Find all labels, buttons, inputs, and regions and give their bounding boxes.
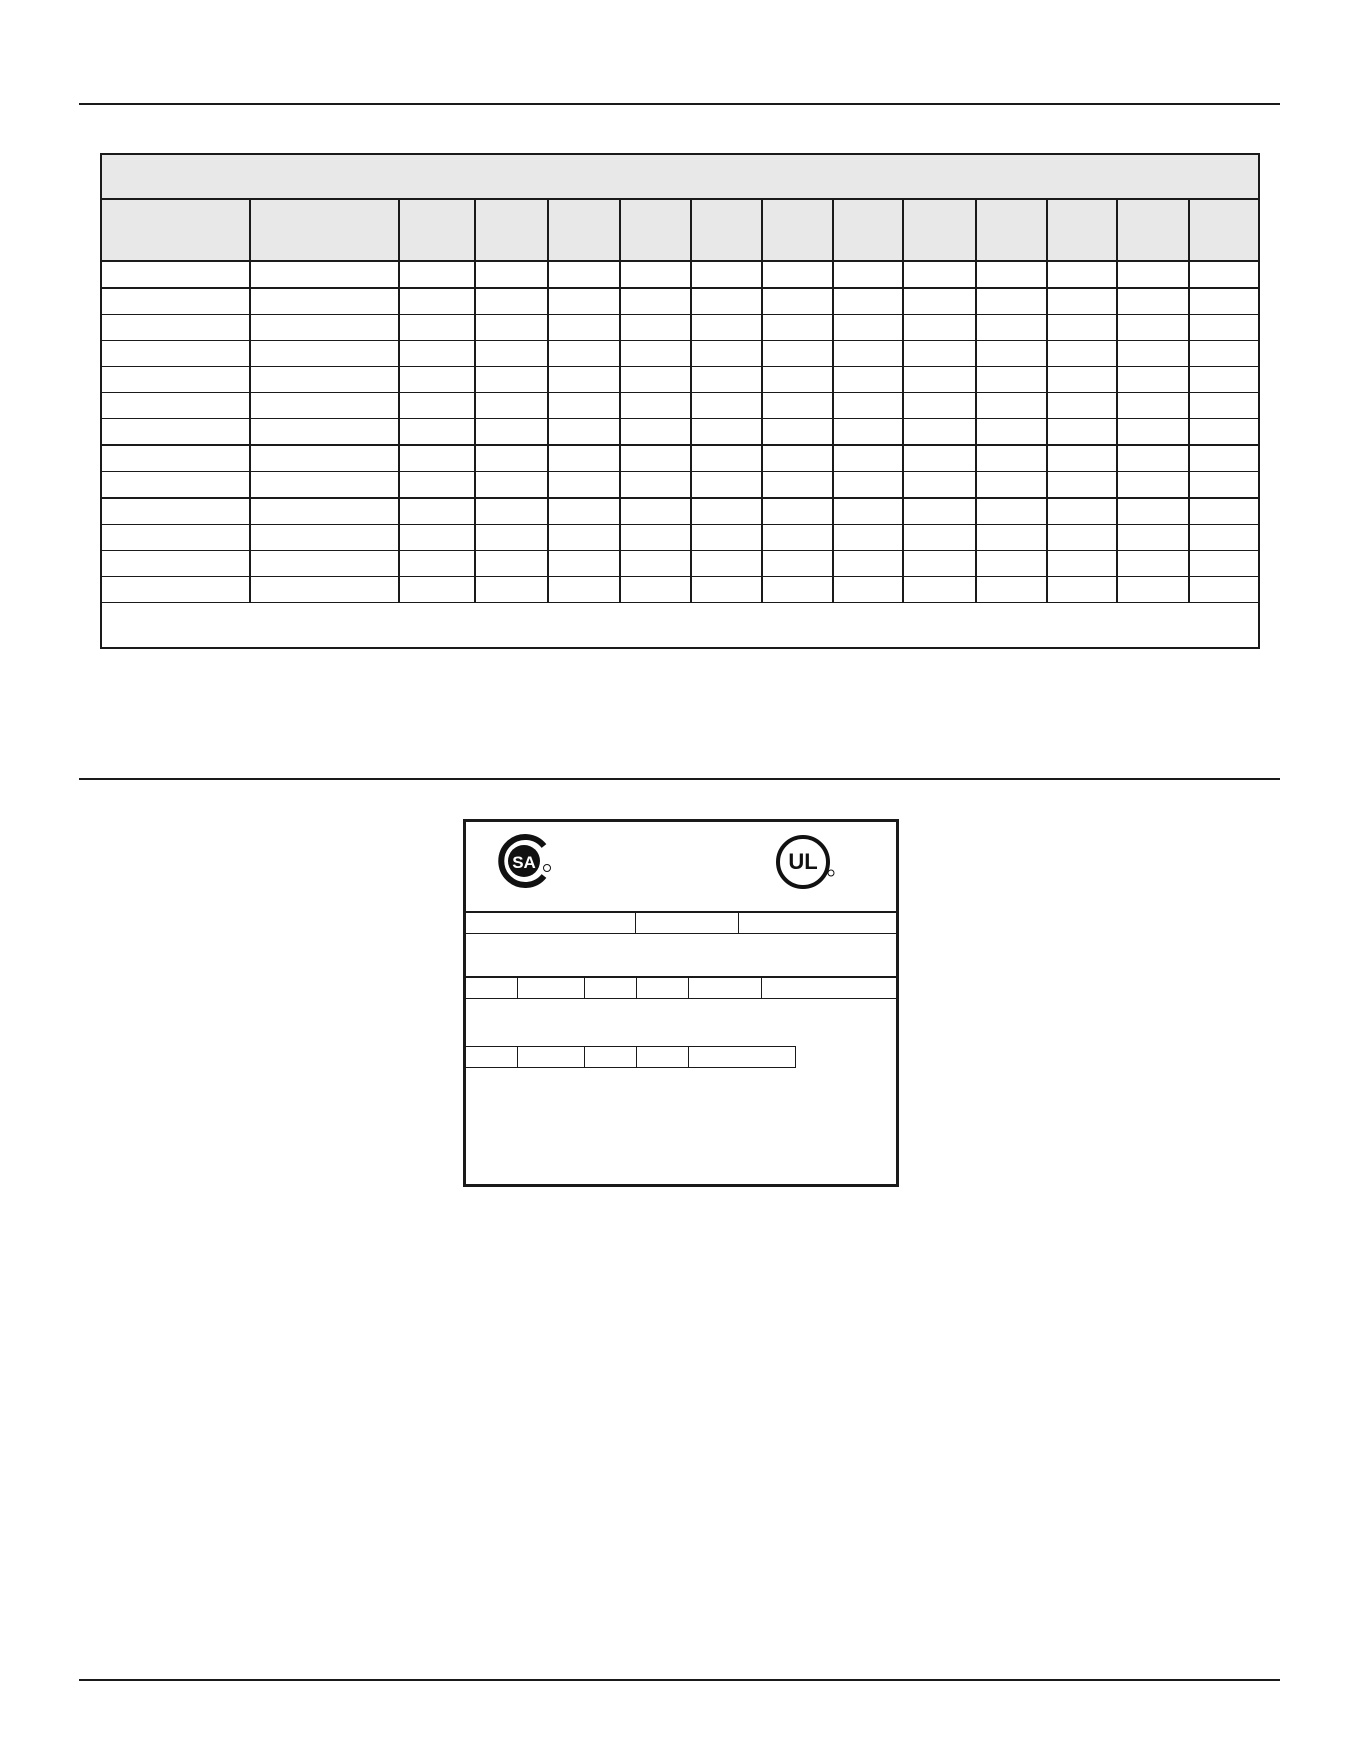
table-cell: [102, 551, 251, 576]
header-cell: [763, 200, 834, 260]
table-cell: [549, 367, 621, 392]
table-cell: [1118, 472, 1190, 497]
table-cell: [834, 577, 904, 602]
table-cell: [1118, 341, 1190, 366]
table-cell: [834, 289, 904, 314]
table-cell: [1118, 262, 1190, 287]
table-cell: [251, 341, 400, 366]
header-cell: [549, 200, 621, 260]
plate-field-band: [466, 976, 896, 999]
table-cell: [834, 525, 904, 550]
table-cell: [692, 289, 763, 314]
spec-table-header-row: [102, 200, 1258, 262]
table-cell: [1118, 525, 1190, 550]
table-row: [102, 341, 1258, 367]
table-cell: [102, 262, 251, 287]
table-cell: [904, 262, 977, 287]
table-cell: [102, 393, 251, 418]
table-cell: [977, 367, 1048, 392]
table-cell: [1190, 315, 1258, 340]
table-cell: [692, 577, 763, 602]
table-cell: [763, 472, 834, 497]
plate-field: [466, 913, 636, 933]
top-rule: [79, 103, 1280, 105]
table-cell: [1048, 446, 1118, 471]
table-cell: [549, 315, 621, 340]
table-cell: [400, 525, 476, 550]
table-cell: [1190, 419, 1258, 444]
table-cell: [977, 315, 1048, 340]
table-cell: [102, 315, 251, 340]
plate-field: [466, 978, 518, 998]
table-cell: [834, 446, 904, 471]
table-cell: [476, 315, 549, 340]
table-cell: [102, 577, 251, 602]
table-cell: [400, 393, 476, 418]
table-cell: [621, 577, 692, 602]
table-cell: [251, 525, 400, 550]
table-cell: [549, 419, 621, 444]
table-cell: [400, 341, 476, 366]
table-cell: [763, 341, 834, 366]
table-cell: [977, 446, 1048, 471]
table-cell: [904, 577, 977, 602]
table-cell: [763, 289, 834, 314]
table-row: [102, 262, 1258, 289]
plate-field: [518, 978, 585, 998]
table-cell: [549, 341, 621, 366]
table-cell: [692, 499, 763, 524]
header-cell: [102, 200, 251, 260]
table-cell: [977, 289, 1048, 314]
table-cell: [1048, 367, 1118, 392]
bottom-rule: [79, 1679, 1280, 1681]
plate-field: [585, 978, 637, 998]
table-cell: [549, 289, 621, 314]
header-cell: [977, 200, 1048, 260]
table-cell: [1118, 315, 1190, 340]
table-cell: [834, 419, 904, 444]
table-cell: [904, 315, 977, 340]
table-cell: [763, 419, 834, 444]
table-cell: [1190, 262, 1258, 287]
spec-table-body: [102, 262, 1258, 602]
table-cell: [977, 499, 1048, 524]
table-cell: [834, 393, 904, 418]
plate-field-band: [466, 911, 896, 934]
table-cell: [476, 393, 549, 418]
table-row: [102, 472, 1258, 499]
table-cell: [400, 315, 476, 340]
table-cell: [763, 446, 834, 471]
table-cell: [834, 262, 904, 287]
table-cell: [904, 446, 977, 471]
table-cell: [904, 525, 977, 550]
table-row: [102, 289, 1258, 315]
table-cell: [904, 289, 977, 314]
table-cell: [692, 341, 763, 366]
table-cell: [1048, 419, 1118, 444]
header-cell: [834, 200, 904, 260]
table-cell: [251, 446, 400, 471]
table-cell: [692, 393, 763, 418]
table-cell: [621, 289, 692, 314]
table-cell: [251, 289, 400, 314]
table-cell: [476, 472, 549, 497]
plate-field: [637, 1047, 689, 1067]
header-cell: [476, 200, 549, 260]
table-cell: [400, 262, 476, 287]
table-cell: [977, 525, 1048, 550]
table-cell: [102, 499, 251, 524]
table-cell: [1048, 525, 1118, 550]
table-cell: [476, 446, 549, 471]
table-cell: [977, 419, 1048, 444]
table-cell: [549, 472, 621, 497]
header-cell: [1118, 200, 1190, 260]
table-cell: [251, 315, 400, 340]
section-rule: [79, 778, 1280, 780]
table-cell: [692, 315, 763, 340]
table-cell: [102, 341, 251, 366]
table-cell: [692, 551, 763, 576]
table-cell: [977, 472, 1048, 497]
table-cell: [476, 419, 549, 444]
table-cell: [763, 499, 834, 524]
table-cell: [549, 393, 621, 418]
plate-field: [739, 913, 896, 933]
plate-field: [466, 1047, 518, 1067]
table-cell: [251, 419, 400, 444]
table-cell: [102, 289, 251, 314]
table-cell: [621, 341, 692, 366]
table-cell: [549, 577, 621, 602]
table-row: [102, 577, 1258, 602]
table-cell: [621, 472, 692, 497]
table-cell: [1190, 289, 1258, 314]
table-cell: [834, 341, 904, 366]
table-cell: [977, 341, 1048, 366]
table-cell: [1048, 472, 1118, 497]
table-cell: [977, 551, 1048, 576]
table-cell: [1190, 341, 1258, 366]
table-cell: [692, 367, 763, 392]
table-cell: [1048, 551, 1118, 576]
spec-table-title-band: [102, 155, 1258, 200]
header-cell: [692, 200, 763, 260]
table-cell: [692, 262, 763, 287]
table-cell: [476, 499, 549, 524]
plate-field: [689, 1047, 795, 1067]
header-cell: [251, 200, 400, 260]
table-row: [102, 551, 1258, 577]
table-cell: [102, 472, 251, 497]
plate-field: [637, 978, 689, 998]
table-cell: [1048, 393, 1118, 418]
csa-logo-text: SA: [512, 853, 536, 872]
table-cell: [904, 551, 977, 576]
table-cell: [251, 577, 400, 602]
table-cell: [1118, 419, 1190, 444]
plate-field: [636, 913, 739, 933]
table-cell: [476, 551, 549, 576]
table-cell: [692, 419, 763, 444]
table-cell: [549, 446, 621, 471]
table-cell: [904, 499, 977, 524]
table-cell: [400, 446, 476, 471]
table-cell: [1118, 499, 1190, 524]
table-cell: [1190, 499, 1258, 524]
table-cell: [1190, 525, 1258, 550]
table-cell: [102, 525, 251, 550]
header-cell: [400, 200, 476, 260]
spec-table: [100, 153, 1260, 649]
table-cell: [763, 551, 834, 576]
table-cell: [1118, 289, 1190, 314]
table-row: [102, 419, 1258, 446]
table-cell: [1190, 367, 1258, 392]
table-cell: [549, 499, 621, 524]
table-cell: [763, 367, 834, 392]
header-cell: [621, 200, 692, 260]
table-cell: [476, 262, 549, 287]
table-cell: [763, 525, 834, 550]
table-row: [102, 499, 1258, 525]
plate-field: [762, 978, 896, 998]
table-cell: [621, 393, 692, 418]
table-cell: [621, 367, 692, 392]
table-cell: [1048, 577, 1118, 602]
table-cell: [1048, 289, 1118, 314]
table-cell: [834, 472, 904, 497]
table-cell: [102, 419, 251, 444]
table-cell: [1048, 262, 1118, 287]
table-cell: [763, 262, 834, 287]
table-cell: [1048, 341, 1118, 366]
table-cell: [621, 446, 692, 471]
table-cell: [549, 262, 621, 287]
table-cell: [1048, 315, 1118, 340]
rating-plate: [463, 819, 899, 1187]
table-cell: [400, 499, 476, 524]
table-cell: [400, 419, 476, 444]
csa-logo: [494, 832, 552, 890]
table-cell: [400, 551, 476, 576]
header-cell: [1048, 200, 1118, 260]
table-row: [102, 393, 1258, 419]
table-cell: [251, 262, 400, 287]
table-cell: [977, 577, 1048, 602]
table-cell: [476, 525, 549, 550]
table-cell: [102, 367, 251, 392]
table-cell: [904, 393, 977, 418]
table-cell: [1118, 367, 1190, 392]
table-cell: [904, 367, 977, 392]
table-cell: [621, 419, 692, 444]
table-cell: [476, 289, 549, 314]
table-row: [102, 446, 1258, 472]
table-cell: [1118, 393, 1190, 418]
table-cell: [904, 341, 977, 366]
table-cell: [102, 446, 251, 471]
table-row: [102, 315, 1258, 341]
table-cell: [251, 393, 400, 418]
table-cell: [549, 551, 621, 576]
table-cell: [251, 551, 400, 576]
table-cell: [1190, 577, 1258, 602]
table-cell: [692, 472, 763, 497]
header-cell: [1190, 200, 1258, 260]
table-cell: [400, 289, 476, 314]
table-cell: [834, 499, 904, 524]
plate-field: [518, 1047, 585, 1067]
table-cell: [251, 499, 400, 524]
table-cell: [1048, 499, 1118, 524]
table-cell: [904, 419, 977, 444]
table-cell: [549, 525, 621, 550]
table-cell: [1190, 472, 1258, 497]
table-cell: [763, 393, 834, 418]
table-cell: [621, 499, 692, 524]
table-cell: [1190, 551, 1258, 576]
table-cell: [400, 472, 476, 497]
table-cell: [834, 367, 904, 392]
table-cell: [1118, 577, 1190, 602]
table-cell: [977, 393, 1048, 418]
header-cell: [904, 200, 977, 260]
plate-field-band: [466, 1046, 796, 1068]
spec-table-footnote-band: [102, 602, 1258, 647]
table-cell: [400, 367, 476, 392]
table-cell: [621, 315, 692, 340]
table-cell: [1190, 393, 1258, 418]
table-cell: [692, 446, 763, 471]
table-cell: [476, 577, 549, 602]
table-cell: [834, 551, 904, 576]
table-cell: [977, 262, 1048, 287]
table-cell: [251, 367, 400, 392]
ul-logo-text: UL: [788, 849, 818, 874]
table-cell: [476, 367, 549, 392]
table-cell: [621, 551, 692, 576]
table-cell: [1118, 446, 1190, 471]
table-cell: [621, 525, 692, 550]
table-cell: [692, 525, 763, 550]
table-cell: [763, 577, 834, 602]
table-cell: [621, 262, 692, 287]
plate-field: [689, 978, 762, 998]
table-cell: [1190, 446, 1258, 471]
table-cell: [834, 315, 904, 340]
table-cell: [763, 315, 834, 340]
table-row: [102, 367, 1258, 393]
table-cell: [1118, 551, 1190, 576]
table-cell: [400, 577, 476, 602]
table-cell: [251, 472, 400, 497]
table-cell: [904, 472, 977, 497]
table-cell: [476, 341, 549, 366]
ul-logo: [773, 833, 835, 891]
table-row: [102, 525, 1258, 551]
plate-field: [585, 1047, 637, 1067]
